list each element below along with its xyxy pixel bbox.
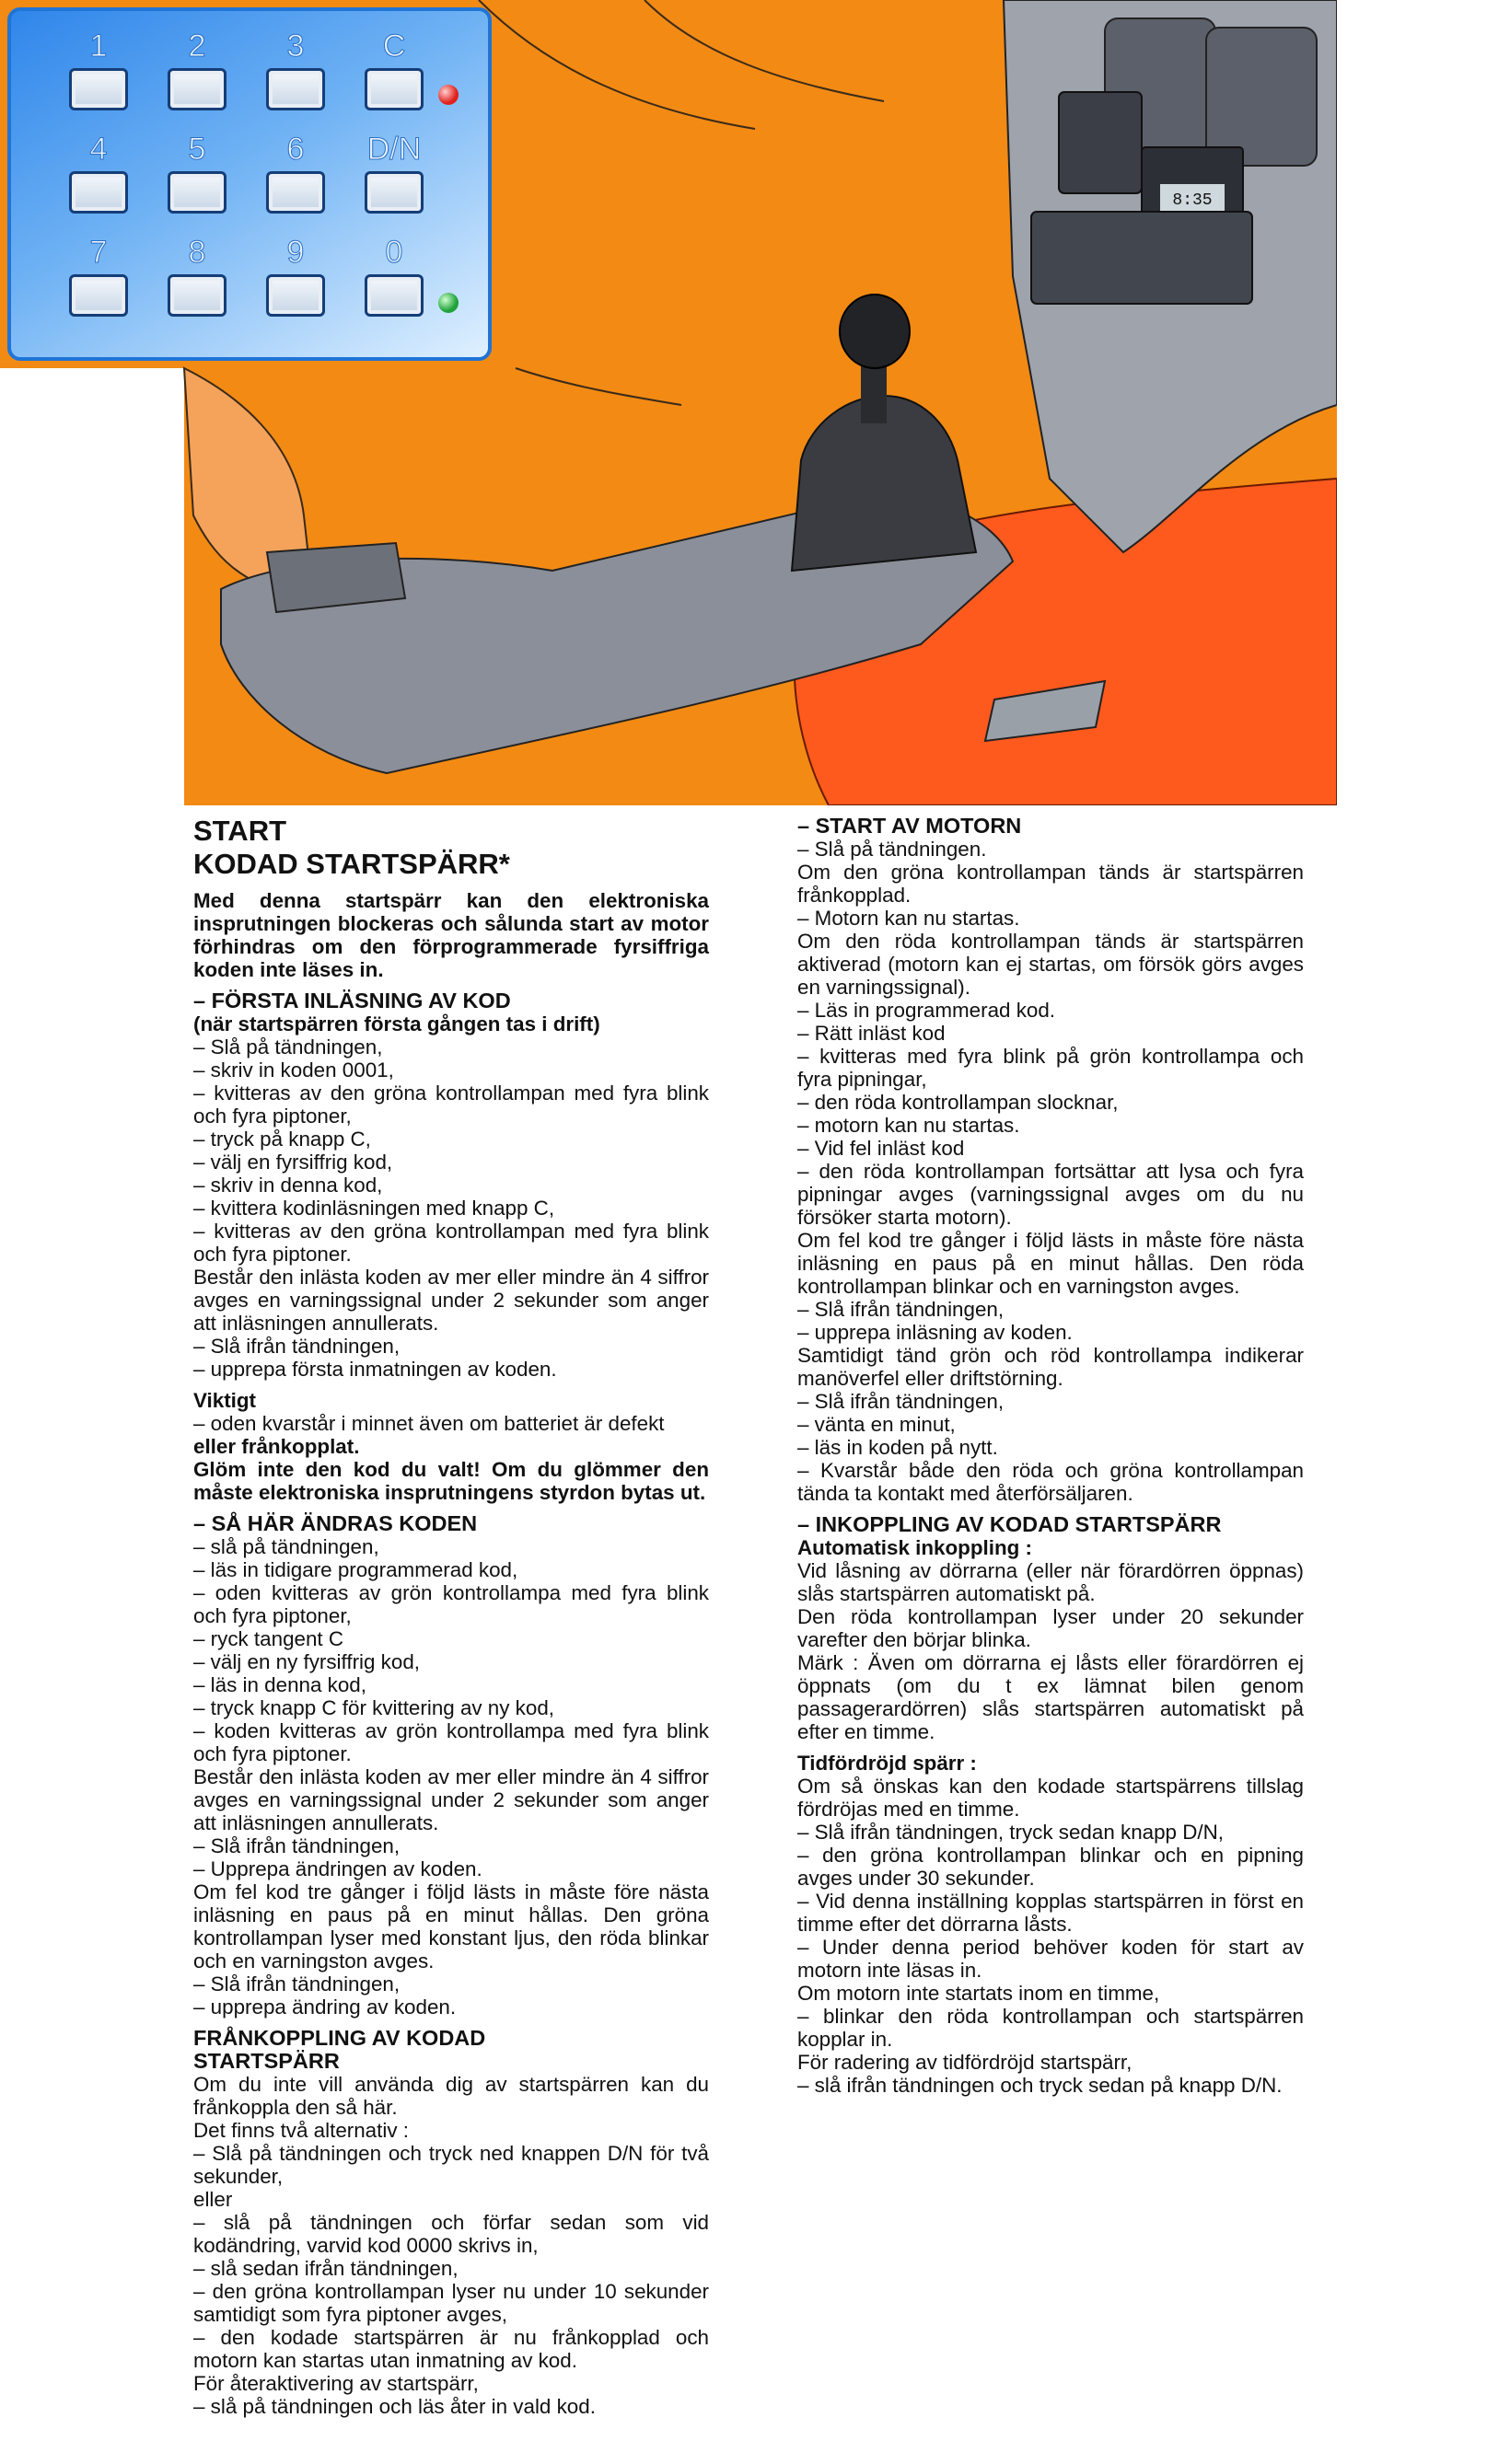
text-line: – Slå ifrån tändningen,: [193, 1972, 401, 1995]
bold-note: eller frånkopplat.: [193, 1435, 360, 1458]
text-line: Om motorn inte startats inom en timme,: [797, 1982, 1160, 2005]
text-line: – kvitteras av den gröna kontrollampan med fyra blink och fyra piptoner.: [193, 1220, 709, 1266]
text-line: – Vid denna inställning kopplas startspärren in först en timme efter det dörrarna låsts.: [797, 1890, 1304, 1936]
text-line: – Motorn kan nu startas.: [797, 907, 1020, 930]
text-line: – den kodade startspärren är nu frånkopplad och motorn kan startas utan inmatning av kod.: [193, 2326, 709, 2372]
section-heading: FRÅNKOPPLING AV KODAD: [193, 2026, 486, 2050]
text-line: – läs in koden på nytt.: [797, 1436, 998, 1459]
text-line: – Slå ifrån tändningen,: [193, 1834, 401, 1857]
text-line: – kvittera kodinläsningen med knapp C,: [193, 1197, 555, 1220]
key-6[interactable]: [259, 131, 332, 214]
right-column: [797, 815, 1304, 2097]
key-button[interactable]: [266, 274, 325, 317]
text-line: – Under denna period behöver koden för start av motorn inte läsas in.: [797, 1936, 1304, 1982]
key-label: 0: [385, 235, 403, 270]
key-8[interactable]: [160, 234, 234, 317]
text-line: – Slå på tändningen och tryck ned knappen D/N för två sekunder,: [193, 2142, 709, 2188]
text-line: – slå på tändningen,: [193, 1535, 379, 1558]
key-label: D/N: [366, 132, 422, 167]
text-line: – kvitteras med fyra blink på grön kontrollampa och fyra pipningar,: [797, 1045, 1304, 1091]
text-line: – slå sedan ifrån tändningen,: [193, 2257, 459, 2280]
section-lines: [797, 1775, 1304, 2097]
text-line: – tryck knapp C för kvittering av ny kod,: [193, 1696, 555, 1719]
text-line: – vänta en minut,: [797, 1413, 956, 1436]
green-indicator-lamp: [438, 293, 459, 313]
page-title: START: [193, 815, 287, 847]
text-line: Om fel kod tre gånger i följd lästs in måste före nästa inläsning en paus på en minut hållas. Den gröna kontrollampan lyser med konstant ljus, den röda blinkar och en varningston avges.: [193, 1880, 709, 1972]
key-3[interactable]: [259, 28, 332, 110]
text-line: Om den gröna kontrollampan tänds är startspärren frånkopplad.: [797, 861, 1304, 907]
key-button[interactable]: [168, 171, 226, 214]
key-label: 7: [89, 235, 108, 270]
left-column: [193, 815, 709, 2418]
text-line: – upprepa ändring av koden.: [193, 1995, 457, 2019]
key-button[interactable]: [69, 171, 128, 214]
text-line: – Slå på tändningen,: [193, 1035, 383, 1058]
text-line: – Slå ifrån tändningen, tryck sedan knapp D/N,: [797, 1821, 1225, 1844]
bold-note: Glöm inte den kod du valt! Om du glömmer den måste elektroniska insprutningens styrdon bytas ut.: [193, 1458, 709, 1504]
key-button[interactable]: [69, 68, 128, 110]
key-label: 5: [188, 132, 206, 167]
key-4[interactable]: [62, 131, 135, 214]
text-line: – Vid fel inläst kod: [797, 1137, 965, 1160]
viktigt-heading: Viktigt: [193, 1389, 257, 1412]
radio-display-text: 8:35: [1172, 191, 1213, 210]
key-button[interactable]: [168, 68, 226, 110]
text-line: – slå ifrån tändningen och tryck sedan på knapp D/N.: [797, 2074, 1283, 2097]
key-button[interactable]: [266, 68, 325, 110]
key-1[interactable]: [62, 28, 135, 110]
text-line: – upprepa inläsning av koden.: [797, 1321, 1073, 1344]
section-heading: – FÖRSTA INLÄSNING AV KOD: [193, 989, 511, 1012]
text-line: – läs in tidigare programmerad kod,: [193, 1558, 518, 1581]
section-lines: [797, 838, 1304, 1505]
text-line: – slå på tändningen och läs åter in vald kod.: [193, 2395, 596, 2418]
text-line: Den röda kontrollampan lyser under 20 sekunder varefter den börjar blinka.: [797, 1605, 1304, 1651]
text-line: Vid låsning av dörrarna (eller när förardörren öppnas) slås startspärren automatiskt på.: [797, 1559, 1304, 1605]
text-line: – välj en ny fyrsiffrig kod,: [193, 1650, 420, 1673]
car-interior-illustration: [0, 0, 1337, 805]
text-line: – Upprepa ändringen av koden.: [193, 1857, 482, 1880]
text-line: – skriv in denna kod,: [193, 1174, 383, 1197]
section-lines: [797, 1559, 1304, 1743]
key-label: 6: [286, 132, 305, 167]
section-subheading: Tidfördröjd spärr :: [797, 1752, 977, 1775]
text-line: Om den röda kontrollampan tänds är startspärren aktiverad (motorn kan ej startas, om försök görs avges en varningssignal).: [797, 930, 1304, 999]
key-label: 2: [188, 29, 206, 64]
text-line: – den gröna kontrollampan lyser nu under 10 sekunder samtidigt som fyra piptoner avges,: [193, 2280, 709, 2326]
text-line: – oden kvitteras av grön kontrollampa med fyra blink och fyra piptoner,: [193, 1581, 709, 1627]
section-lines: [193, 2073, 709, 2418]
key-7[interactable]: [62, 234, 135, 317]
key-9[interactable]: [259, 234, 332, 317]
key-button[interactable]: [266, 171, 325, 214]
text-line: Märk : Även om dörrarna ej låsts eller förardörren ej öppnats (om du t ex lämnat bilen genom passagerardörren) slås startspärren automatiskt på efter en timme.: [797, 1651, 1304, 1743]
text-line: – den gröna kontrollampan blinkar och en pipning avges under 30 sekunder.: [797, 1844, 1304, 1890]
key-button[interactable]: [69, 274, 128, 317]
text-line: – koden kvitteras av grön kontrollampa med fyra blink och fyra piptoner.: [193, 1719, 709, 1765]
key-c[interactable]: [357, 28, 431, 110]
intro-paragraph: Med denna startspärr kan den elektroniska insprutningen blockeras och sålunda start av motor förhindras om den förprogrammerade fyrsiffriga koden inte läses in.: [193, 889, 709, 981]
section-heading: – SÅ HÄR ÄNDRAS KODEN: [193, 1511, 478, 1535]
text-line: – Slå ifrån tändningen,: [797, 1298, 1005, 1321]
key-label: 9: [286, 235, 305, 270]
key-label: 3: [286, 29, 305, 64]
instruction-text: [0, 805, 1510, 2464]
key-0[interactable]: [357, 234, 431, 317]
section-subheading: (när startspärren första gången tas i drift): [193, 1012, 600, 1035]
section-heading: – INKOPPLING AV KODAD STARTSPÄRR: [797, 1512, 1222, 1536]
text-line: – den röda kontrollampan slocknar,: [797, 1091, 1119, 1114]
text-line: – kvitteras av den gröna kontrollampan med fyra blink och fyra piptoner,: [193, 1082, 709, 1128]
key-button[interactable]: [365, 274, 424, 317]
text-line: – Läs in programmerad kod.: [797, 999, 1056, 1022]
section-lines: [193, 1035, 709, 1381]
text-line: – Slå ifrån tändningen,: [193, 1335, 401, 1358]
key-label: 4: [89, 132, 108, 167]
text-line: – oden kvarstår i minnet även om batteriet är defekt: [193, 1412, 665, 1435]
text-line: – Kvarstår både den röda och gröna kontrollampan tända ta kontakt med återförsäljaren.: [797, 1459, 1304, 1505]
text-line: – upprepa första inmatningen av koden.: [193, 1358, 557, 1381]
key-label: 1: [89, 29, 108, 64]
text-line: Det finns två alternativ :: [193, 2119, 409, 2142]
text-line: – ryck tangent C: [193, 1627, 344, 1650]
text-line: Består den inlästa koden av mer eller mindre än 4 siffror avges en varningssignal under 2 sekunder som anger att inläsningen annullerats.: [193, 1266, 709, 1335]
text-line: För radering av tidfördröjd startspärr,: [797, 2051, 1132, 2074]
key-5[interactable]: [160, 131, 234, 214]
text-line: Samtidigt tänd grön och röd kontrollampa indikerar manöverfel eller driftstörning.: [797, 1344, 1304, 1390]
key-2[interactable]: [160, 28, 234, 110]
key-button[interactable]: [365, 171, 424, 214]
text-line: – Slå ifrån tändningen,: [797, 1390, 1005, 1413]
text-line: – blinkar den röda kontrollampan och startspärren kopplar in.: [797, 2005, 1304, 2051]
text-line: Om så önskas kan den kodade startspärrens tillslag fördröjas med en timme.: [797, 1775, 1304, 1821]
text-line: – läs in denna kod,: [193, 1673, 366, 1696]
key-label: C: [382, 29, 406, 64]
key-button[interactable]: [365, 68, 424, 110]
section-lines: [193, 1535, 709, 2019]
text-line: Består den inlästa koden av mer eller mindre än 4 siffror avges en varningssignal under 2 sekunder som anger att inläsningen annullerats.: [193, 1765, 709, 1834]
text-line: – skriv in koden 0001,: [193, 1058, 394, 1082]
key-button[interactable]: [168, 274, 226, 317]
text-line: – den röda kontrollampan fortsättar att lysa och fyra pipningar avges (varningssignal avges om du nu försöker starta motorn).: [797, 1160, 1304, 1229]
text-line: – välj en fyrsiffrig kod,: [193, 1151, 393, 1174]
text-line: – Rätt inläst kod: [797, 1022, 946, 1045]
text-line: För återaktivering av startspärr,: [193, 2372, 479, 2395]
section-subheading: Automatisk inkoppling :: [797, 1536, 1032, 1559]
text-line: eller: [193, 2188, 233, 2211]
text-line: Om fel kod tre gånger i följd lästs in måste före nästa inläsning en paus på en minut hållas. Den röda kontrollampan blinkar och en varningston avges.: [797, 1229, 1304, 1298]
text-line: Om du inte vill använda dig av startspärren kan du frånkoppla den så här.: [193, 2073, 709, 2119]
section-title: KODAD STARTSPÄRR*: [193, 848, 510, 880]
code-keypad: [7, 7, 492, 361]
key-label: 8: [188, 235, 206, 270]
text-line: – tryck på knapp C,: [193, 1128, 371, 1151]
text-line: – slå på tändningen och förfar sedan som vid kodändring, varvid kod 0000 skrivs in,: [193, 2211, 709, 2257]
text-line: – Slå på tändningen.: [797, 838, 987, 861]
section-heading: – START AV MOTORN: [797, 814, 1022, 838]
red-indicator-lamp: [438, 85, 459, 105]
key-dn[interactable]: [357, 131, 431, 214]
text-line: – motorn kan nu startas.: [797, 1114, 1020, 1137]
section-heading: STARTSPÄRR: [193, 2049, 340, 2073]
